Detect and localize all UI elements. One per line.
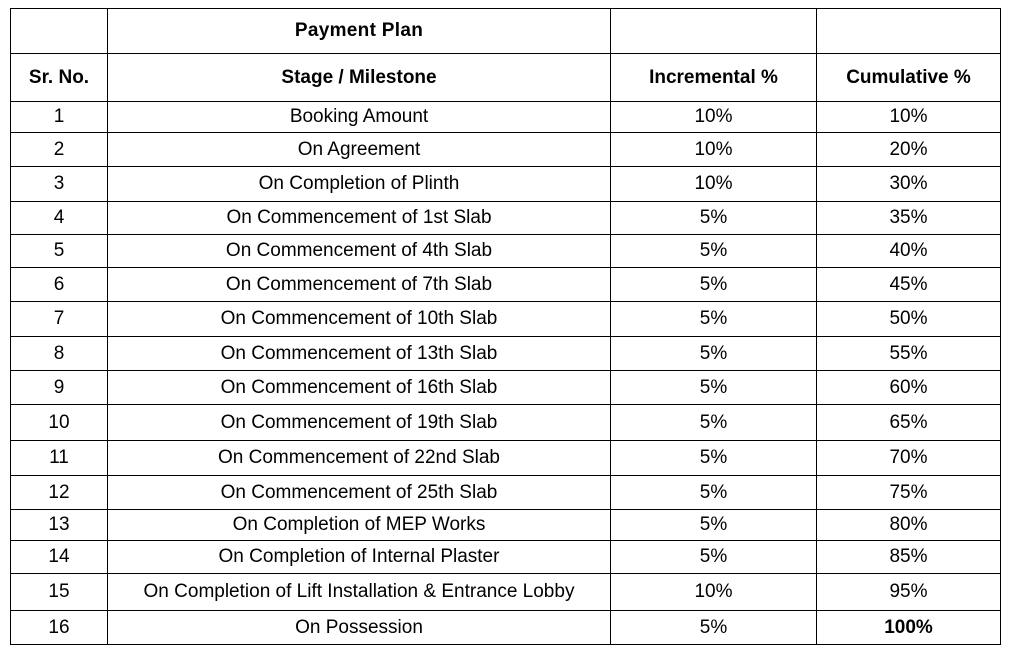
title-blank-cell <box>11 9 108 54</box>
cell-stage: On Commencement of 25th Slab <box>108 476 611 510</box>
cell-stage: Booking Amount <box>108 102 611 133</box>
cell-cumulative: 60% <box>817 371 1001 405</box>
cell-cumulative: 55% <box>817 337 1001 371</box>
table-row <box>11 476 1001 510</box>
cell-stage: On Agreement <box>108 133 611 167</box>
cell-stage: On Completion of Lift Installation & Entrance Lobby <box>108 574 611 611</box>
cell-incremental: 5% <box>611 441 817 476</box>
cell-cumulative: 75% <box>817 476 1001 510</box>
cell-stage: On Possession <box>108 611 611 645</box>
page-title: Payment Plan <box>108 9 611 54</box>
table-row <box>11 611 1001 645</box>
table-row <box>11 268 1001 302</box>
cell-sr-no: 14 <box>11 541 108 574</box>
table-row <box>11 441 1001 476</box>
cell-cumulative: 10% <box>817 102 1001 133</box>
cell-sr-no: 5 <box>11 235 108 268</box>
cell-stage: On Commencement of 16th Slab <box>108 371 611 405</box>
table-row <box>11 510 1001 541</box>
cell-incremental: 5% <box>611 235 817 268</box>
cell-sr-no: 2 <box>11 133 108 167</box>
cell-incremental: 10% <box>611 133 817 167</box>
cell-cumulative: 40% <box>817 235 1001 268</box>
cell-sr-no: 8 <box>11 337 108 371</box>
cell-incremental: 10% <box>611 167 817 202</box>
cell-incremental: 10% <box>611 574 817 611</box>
cell-sr-no: 10 <box>11 405 108 441</box>
cell-incremental: 5% <box>611 337 817 371</box>
payment-plan-table <box>10 8 1001 645</box>
cell-stage: On Completion of MEP Works <box>108 510 611 541</box>
cell-incremental: 10% <box>611 102 817 133</box>
cell-stage: On Completion of Plinth <box>108 167 611 202</box>
cell-cumulative: 35% <box>817 202 1001 235</box>
cell-incremental: 5% <box>611 510 817 541</box>
cell-stage: On Commencement of 7th Slab <box>108 268 611 302</box>
table-row <box>11 302 1001 337</box>
cell-incremental: 5% <box>611 268 817 302</box>
cell-cumulative: 30% <box>817 167 1001 202</box>
cell-sr-no: 9 <box>11 371 108 405</box>
table-row <box>11 574 1001 611</box>
cell-cumulative: 100% <box>817 611 1001 645</box>
payment-plan-body <box>11 9 1001 645</box>
cell-cumulative: 80% <box>817 510 1001 541</box>
cell-incremental: 5% <box>611 202 817 235</box>
cell-sr-no: 15 <box>11 574 108 611</box>
cell-stage: On Commencement of 13th Slab <box>108 337 611 371</box>
column-header-stage: Stage / Milestone <box>108 54 611 102</box>
table-row <box>11 541 1001 574</box>
cell-stage: On Commencement of 4th Slab <box>108 235 611 268</box>
cell-cumulative: 95% <box>817 574 1001 611</box>
cell-stage: On Commencement of 10th Slab <box>108 302 611 337</box>
cell-stage: On Completion of Internal Plaster <box>108 541 611 574</box>
cell-sr-no: 7 <box>11 302 108 337</box>
cell-cumulative: 45% <box>817 268 1001 302</box>
table-row <box>11 167 1001 202</box>
cell-sr-no: 1 <box>11 102 108 133</box>
cell-incremental: 5% <box>611 371 817 405</box>
table-row <box>11 235 1001 268</box>
cell-incremental: 5% <box>611 611 817 645</box>
header-row <box>11 54 1001 102</box>
table-row <box>11 405 1001 441</box>
column-header-sr-no: Sr. No. <box>11 54 108 102</box>
column-header-incremental: Incremental % <box>611 54 817 102</box>
cell-incremental: 5% <box>611 405 817 441</box>
table-row <box>11 337 1001 371</box>
cell-incremental: 5% <box>611 541 817 574</box>
cell-cumulative: 50% <box>817 302 1001 337</box>
table-row <box>11 102 1001 133</box>
title-blank-cell <box>817 9 1001 54</box>
title-blank-cell <box>611 9 817 54</box>
cell-stage: On Commencement of 22nd Slab <box>108 441 611 476</box>
cell-sr-no: 6 <box>11 268 108 302</box>
cell-sr-no: 13 <box>11 510 108 541</box>
cell-cumulative: 20% <box>817 133 1001 167</box>
cell-cumulative: 70% <box>817 441 1001 476</box>
table-row <box>11 371 1001 405</box>
cell-incremental: 5% <box>611 476 817 510</box>
cell-sr-no: 4 <box>11 202 108 235</box>
cell-stage: On Commencement of 1st Slab <box>108 202 611 235</box>
cell-sr-no: 11 <box>11 441 108 476</box>
cell-sr-no: 12 <box>11 476 108 510</box>
cell-cumulative: 65% <box>817 405 1001 441</box>
cell-sr-no: 16 <box>11 611 108 645</box>
cell-cumulative: 85% <box>817 541 1001 574</box>
cell-stage: On Commencement of 19th Slab <box>108 405 611 441</box>
title-row <box>11 9 1001 54</box>
table-row <box>11 202 1001 235</box>
cell-sr-no: 3 <box>11 167 108 202</box>
table-row <box>11 133 1001 167</box>
cell-incremental: 5% <box>611 302 817 337</box>
column-header-cumulative: Cumulative % <box>817 54 1001 102</box>
